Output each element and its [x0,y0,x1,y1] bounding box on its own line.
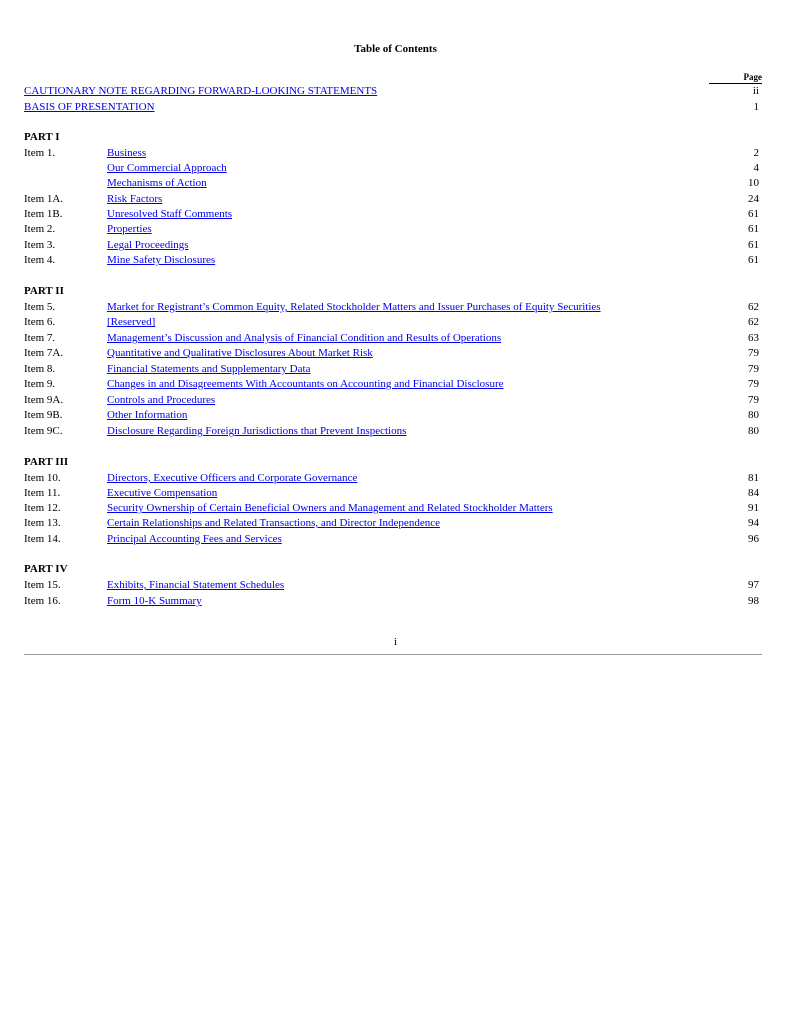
toc-row [24,331,759,346]
toc-link[interactable]: Quantitative and Qualitative Disclosures About Market Risk [107,347,373,359]
toc-page-number: 61 [748,239,759,251]
item-number: Item 16. [24,595,61,607]
toc-page-number: 10 [748,177,759,189]
item-number: Item 4. [24,254,56,266]
toc-row [24,486,759,501]
toc-row [24,362,759,377]
toc-row [24,238,759,253]
item-number: Item 2. [24,223,56,235]
toc-link[interactable]: Management’s Discussion and Analysis of Financial Condition and Results of Operations [107,332,502,344]
item-number: Item 1B. [24,208,63,220]
toc-link[interactable]: Financial Statements and Supplementary Data [107,363,311,375]
item-number: Item 3. [24,239,56,251]
toc-page-number: 24 [748,193,759,205]
toc-page-number: 61 [748,254,759,266]
toc-link[interactable]: Form 10-K Summary [107,595,202,607]
toc-page-number: 97 [748,579,759,591]
toc-page-number: 79 [748,378,759,390]
toc-row [24,594,759,609]
toc-page-number: 62 [748,316,759,328]
toc-row [24,146,759,161]
toc-row [24,84,759,99]
item-number: Item 5. [24,301,56,313]
toc-link[interactable]: Principal Accounting Fees and Services [107,533,282,545]
item-number: Item 6. [24,316,56,328]
toc-page-number: 80 [748,409,759,421]
item-number: Item 10. [24,472,61,484]
part-heading: PART I [24,131,60,143]
toc-link[interactable]: Security Ownership of Certain Beneficial Owners and Management and Related Stockholder Matters [107,502,553,514]
toc-page-number: 61 [748,208,759,220]
toc-row [24,424,759,439]
toc-page-number: 63 [748,332,759,344]
item-number: Item 9C. [24,425,63,437]
toc-link[interactable]: Certain Relationships and Related Transactions, and Director Independence [107,517,440,529]
toc-page-number: 1 [753,101,759,113]
item-number: Item 7A. [24,347,64,359]
item-number: Item 9B. [24,409,63,421]
toc-link[interactable]: Legal Proceedings [107,239,189,251]
part-heading: PART IV [24,563,68,575]
item-number: Item 9. [24,378,56,390]
toc-page-number: 62 [748,301,759,313]
toc-page-number: 2 [753,147,759,159]
toc-row [24,578,759,593]
item-number: Item 12. [24,502,61,514]
toc-link[interactable]: Controls and Procedures [107,394,216,406]
toc-page-number: 84 [748,487,759,499]
toc-page-number: 81 [748,472,759,484]
toc-link[interactable]: Executive Compensation [107,487,218,499]
item-number: Item 9A. [24,394,64,406]
toc-link[interactable]: Market for Registrant’s Common Equity, Related Stockholder Matters and Issuer Purchases of Equity Securities [107,301,601,313]
toc-row [24,393,759,408]
toc-page-number: 94 [748,517,759,529]
toc-row [24,192,759,207]
item-number: Item 8. [24,363,56,375]
toc-row [24,377,759,392]
toc-row [24,207,759,222]
toc-link[interactable]: Properties [107,223,152,235]
toc-row [24,161,759,176]
item-number: Item 7. [24,332,56,344]
page-column-header: Page [709,72,762,84]
toc-row [24,346,759,361]
toc-row [24,408,759,423]
toc-link[interactable]: Disclosure Regarding Foreign Jurisdictions that Prevent Inspections [107,425,407,437]
page-title: Table of Contents [354,43,437,55]
toc-page-number: 79 [748,363,759,375]
toc-page-number: 98 [748,595,759,607]
item-number: Item 11. [24,487,61,499]
toc-link[interactable]: Directors, Executive Officers and Corporate Governance [107,472,358,484]
toc-row [24,501,759,516]
item-number: Item 15. [24,579,61,591]
toc-row [24,532,759,547]
toc-page-number: 91 [748,502,759,514]
item-number: Item 1. [24,147,56,159]
toc-page-number: 96 [748,533,759,545]
toc-page-number: 79 [748,347,759,359]
item-number: Item 1A. [24,193,64,205]
toc-row [24,222,759,237]
toc-page-number: 61 [748,223,759,235]
toc-link[interactable]: Changes in and Disagreements With Accountants on Accounting and Financial Disclosure [107,378,504,390]
toc-row [24,471,759,486]
toc-row [24,100,759,115]
toc-link[interactable]: Business [107,147,147,159]
toc-link[interactable]: Exhibits, Financial Statement Schedules [107,579,285,591]
toc-row [24,253,759,268]
toc-row [24,300,759,315]
toc-link[interactable]: Our Commercial Approach [107,162,227,174]
toc-link-basis-of-presentation[interactable]: BASIS OF PRESENTATION [24,101,155,113]
footer-page-number: i [393,636,398,648]
toc-link[interactable]: Other Information [107,409,188,421]
toc-link[interactable]: [Reserved] [107,316,156,328]
toc-row [24,516,759,531]
footer-divider [24,654,762,655]
toc-page-number: 79 [748,394,759,406]
toc-link[interactable]: Unresolved Staff Comments [107,208,233,220]
toc-page-number: 4 [753,162,759,174]
toc-link[interactable]: Risk Factors [107,193,163,205]
toc-page-number: ii [752,85,759,97]
toc-link[interactable]: Mine Safety Disclosures [107,254,216,266]
toc-link[interactable]: Mechanisms of Action [107,177,207,189]
part-heading: PART II [24,285,64,297]
toc-row [24,176,759,191]
item-number: Item 13. [24,517,61,529]
part-heading: PART III [24,456,69,468]
item-number: Item 14. [24,533,61,545]
toc-link-cautionary-note[interactable]: CAUTIONARY NOTE REGARDING FORWARD-LOOKING STATEMENTS [24,85,378,97]
toc-page-number: 80 [748,425,759,437]
toc-row [24,315,759,330]
